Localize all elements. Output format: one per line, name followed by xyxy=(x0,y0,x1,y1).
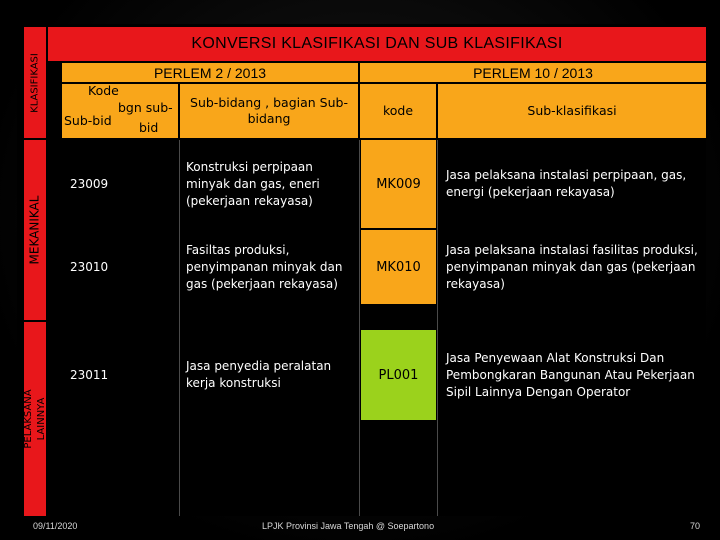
header-kode-bid: bid xyxy=(139,120,159,135)
header-bagian-text: Sub-bidang , bagian Sub-bidang xyxy=(190,95,348,126)
table-row-1-sub-klasifikasi xyxy=(446,140,704,228)
row-1-sub-klasifikasi-text: Jasa pelaksana instalasi perpipaan, gas, energi (pekerjaan rekayasa) xyxy=(446,168,687,199)
table-row-1-kode-badge xyxy=(361,140,436,228)
footer-author: LPJK Provinsi Jawa Tengah @ Soepartono xyxy=(262,521,435,531)
table-row-3-sub-bid xyxy=(70,330,175,420)
table-row-2-sub-bid xyxy=(70,230,175,304)
group-header-perlem-10-text: PERLEM 10 / 2013 xyxy=(473,64,593,81)
row-3-bagian-text: Jasa penyedia peralatan kerja konstruksi xyxy=(186,359,332,390)
row-2-bagian-text: Fasiltas produksi, penyimpanan minyak dan gas (pekerjaan rekayasa) xyxy=(186,242,343,291)
side-label-mekanikal xyxy=(24,140,46,320)
column-divider xyxy=(437,140,438,516)
header-kode-right-text: kode xyxy=(382,103,414,118)
header-kode-label: Kode xyxy=(88,83,119,98)
header-kode-bgn-sub: bgn sub- xyxy=(118,100,173,115)
group-header-perlem-2-text: PERLEM 2 / 2013 xyxy=(153,64,267,81)
header-sub-klasifikasi-text: Sub-klasifikasi xyxy=(527,103,617,118)
header-bagian xyxy=(180,84,358,138)
table-row-3-sub-klasifikasi xyxy=(446,330,704,420)
side-label-pelaksana-line1: PELAKSANA xyxy=(23,389,34,449)
table-row-1-bagian xyxy=(186,140,358,228)
table-row-2-bagian xyxy=(186,230,358,304)
row-3-sub-klasifikasi-text: Jasa Penyewaan Alat Konstruksi Dan Pembongkaran Bangunan Atau Pekerjaan Sipil Lainnya Dengan Operator xyxy=(446,350,695,399)
side-label-pelaksana-lainnya xyxy=(24,322,46,516)
table-row-2-sub-klasifikasi xyxy=(446,230,704,304)
side-label-mekanikal-text: MEKANIKAL xyxy=(27,195,42,265)
row-2-sub-bid-text: 23010 xyxy=(70,259,109,274)
side-label-pelaksana-line2: LAINNYA xyxy=(36,397,47,441)
header-sub-bid: Sub-bid xyxy=(64,113,112,128)
header-sub-klasifikasi xyxy=(438,84,706,138)
table-row-3-bagian xyxy=(186,330,358,420)
row-1-kode-text: MK009 xyxy=(376,176,421,192)
row-2-sub-klasifikasi-text: Jasa pelaksana instalasi fasilitas produksi, penyimpanan minyak dan gas (pekerjaan rekayasa) xyxy=(446,242,698,291)
table-row-3-kode-badge xyxy=(361,330,436,420)
column-divider xyxy=(359,140,360,516)
column-divider xyxy=(179,140,180,516)
side-label-klasifikasi xyxy=(24,27,46,138)
side-label-pelaksana-text xyxy=(22,389,48,448)
slide-title-text: KONVERSI KLASIFIKASI DAN SUB KLASIFIKASI xyxy=(191,35,563,52)
row-1-sub-bid-text: 23009 xyxy=(70,176,109,191)
row-3-sub-bid-text: 23011 xyxy=(70,367,109,382)
table-row-2-kode-badge xyxy=(361,230,436,304)
footer-page-number: 70 xyxy=(690,521,701,531)
group-header-perlem-10 xyxy=(360,63,706,82)
slide-title xyxy=(48,27,706,61)
footer-date: 09/11/2020 xyxy=(33,521,78,531)
header-kode xyxy=(62,84,178,138)
group-header-perlem-2 xyxy=(62,63,358,82)
row-3-kode-text: PL001 xyxy=(378,367,419,383)
row-2-kode-text: MK010 xyxy=(376,259,421,275)
row-1-bagian-text: Konstruksi perpipaan minyak dan gas, eneri (pekerjaan rekayasa) xyxy=(186,159,320,208)
header-kode-right xyxy=(360,84,436,138)
table-row-1-sub-bid xyxy=(70,140,175,228)
side-label-klasifikasi-text: KLASIFIKASI xyxy=(29,52,41,113)
